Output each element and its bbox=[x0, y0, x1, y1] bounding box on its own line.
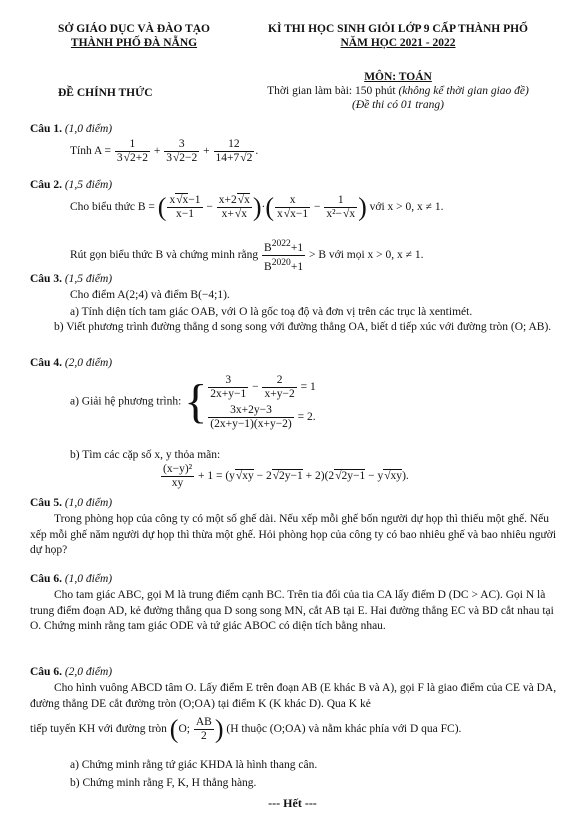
question-4a-system: a) Giải hệ phương trình: { $\frac{3}{2x+y-1}$ − $\frac{2}{x+y-2}$ = 1 $\frac{3x+2y-3}{(2x+y-1)(x+y-2)}$ = 2. bbox=[70, 373, 316, 430]
q4-part-b-label: b) Tìm các cặp số x, y thỏa mãn: bbox=[70, 449, 221, 461]
time-note: (không kể thời gian giao đề) bbox=[398, 85, 529, 97]
dept-line-1: SỞ GIÁO DỤC VÀ ĐÀO TẠO bbox=[58, 23, 210, 35]
question-6-heading bbox=[30, 572, 112, 587]
question-2-formula: Cho biểu thức B = ( $\frac{x√x-1}{x-1}$ − $\frac{x+2√x}{x+√x}$ )·( $\frac{x}{x√x-1}$ − $\frac{1}{\text{x²−√x}}$ ) với x > 0, x ≠ 1. bbox=[70, 192, 444, 222]
q3-points: (1,5 điểm) bbox=[64, 273, 113, 285]
q2-points: (1,5 điểm) bbox=[64, 179, 113, 191]
exam-line-1: KÌ THI HỌC SINH GIỎI LỚP 9 CẤP THÀNH PHỐ bbox=[268, 23, 528, 35]
q3-part-a: a) Tính diện tích tam giác OAB, với O là gốc toạ độ và đơn vị trên các trục là xentimét. bbox=[70, 306, 473, 318]
q1-points: (1,0 điểm) bbox=[64, 123, 113, 135]
q7-text: Cho hình vuông ABCD tâm O. Lấy điểm E trên đoạn AB (E khác B và A), gọi F là giao điểm của CE và DA, đường thẳng DE cắt đường tròn (O;OA) tại điểm K (K khác D). Qua K kẻ bbox=[30, 682, 557, 710]
q2-title: Câu 2. bbox=[30, 179, 62, 191]
q2-condition: với x > 0, x ≠ 1. bbox=[369, 201, 444, 214]
q5-text: Trong phòng họp của công ty có một số ghế dài. Nếu xếp mỗi ghế bốn người dự họp thì thiếu một ghế. Nếu xếp mỗi ghế năm người dự họp thì thừa một ghế. Hỏi phòng họp của công ty có bao nhiêu ghế và bao nhiêu người dự họp? bbox=[30, 513, 557, 556]
q6-title: Câu 6. bbox=[30, 573, 62, 585]
question-2-heading bbox=[30, 178, 112, 193]
q2-lead: Cho biểu thức bbox=[70, 201, 136, 214]
q3-title: Câu 3. bbox=[30, 273, 62, 285]
q7-points: (2,0 điểm) bbox=[64, 666, 113, 678]
q4-title: Câu 4. bbox=[30, 357, 62, 369]
q3-intro: Cho điểm A(2;4) và điểm B(−4;1). bbox=[70, 289, 230, 301]
department-header bbox=[34, 22, 234, 50]
question-3-heading bbox=[30, 272, 112, 287]
time-line bbox=[238, 84, 558, 98]
subject-title: MÔN: TOÁN bbox=[364, 71, 432, 83]
q1-lead: Tính bbox=[70, 145, 92, 158]
q2-task-tail: với mọi x > 0, x ≠ 1. bbox=[328, 248, 424, 261]
q7-text-2b: (H thuộc (O;OA) và nằm khác phía với D qua FC). bbox=[226, 723, 462, 736]
question-1-formula: Tính A = $\frac{1}{3√2+2}$ + $\frac{3}{3√2-2}$ + $\frac{12}{14+7√2}$ . bbox=[70, 138, 259, 164]
dept-line-2: THÀNH PHỐ ĐÀ NẴNG bbox=[70, 37, 198, 49]
subject-block bbox=[238, 70, 558, 112]
official-label: ĐỀ CHÍNH THỨC bbox=[58, 87, 153, 99]
q7-title: Câu 6. bbox=[30, 666, 62, 678]
q4-part-a-label: a) Giải hệ phương trình: bbox=[70, 395, 182, 408]
q3-part-b: b) Viết phương trình đường thẳng d song song với đường thẳng OA, biết d tiếp xúc với đường tròn (O; AB). bbox=[54, 321, 552, 333]
question-5-heading bbox=[30, 496, 112, 511]
q7-part-a: a) Chứng minh rằng tứ giác KHDA là hình thang cân. bbox=[70, 759, 318, 771]
q1-title: Câu 1. bbox=[30, 123, 62, 135]
exam-header bbox=[238, 22, 558, 50]
end-marker: --- Hết --- bbox=[268, 796, 317, 810]
question-4b-equation: $\frac{\text{(x−y)²}}{xy}$ + 1 = (y√xy − 2√2y−1 + 2)(2√2y−1 − y√xy). bbox=[163, 463, 409, 489]
question-2-task: Rút gọn biểu thức B và chứng minh rằng $\frac{B^{2022}+1}{B^{2020}+1}$ > B với mọi x > 0, x ≠ 1. bbox=[70, 238, 424, 273]
q5-title: Câu 5. bbox=[30, 497, 62, 509]
question-7-heading bbox=[30, 665, 112, 680]
q7-text-2: tiếp tuyến KH với đường tròn (O; $\frac{AB}{2}$ ) (H thuộc (O;OA) và nằm khác phía với D qua FC). bbox=[30, 714, 462, 744]
q7-text-2a: tiếp tuyến KH với đường tròn bbox=[30, 723, 167, 736]
q5-points: (1,0 điểm) bbox=[64, 497, 113, 509]
q7-part-b: b) Chứng minh rằng F, K, H thẳng hàng. bbox=[70, 777, 257, 789]
q4-points: (2,0 điểm) bbox=[64, 357, 113, 369]
question-4-heading bbox=[30, 356, 112, 371]
exam-line-2: NĂM HỌC 2021 - 2022 bbox=[340, 37, 456, 49]
question-1-heading bbox=[30, 122, 112, 137]
q2-task-text: Rút gọn biểu thức B và chứng minh rằng bbox=[70, 248, 259, 261]
q6-text: Cho tam giác ABC, gọi M là trung điểm cạnh BC. Trên tia đối của tia CA lấy điểm D (DC > AC). Gọi N là trung điểm đoạn AD, kẻ đường thẳng qua D song song MN, cắt AB tại E. Hai đường thẳng EC và BD cắt nhau tại O. Chứng minh rằng tam giác ODE và tứ giác ABOC có diện tích bằng nhau. bbox=[30, 589, 554, 632]
pages-note: (Đề thi có 01 trang) bbox=[352, 99, 444, 111]
time-text: Thời gian làm bài: 150 phút bbox=[267, 85, 396, 97]
q6-points: (1,0 điểm) bbox=[64, 573, 113, 585]
